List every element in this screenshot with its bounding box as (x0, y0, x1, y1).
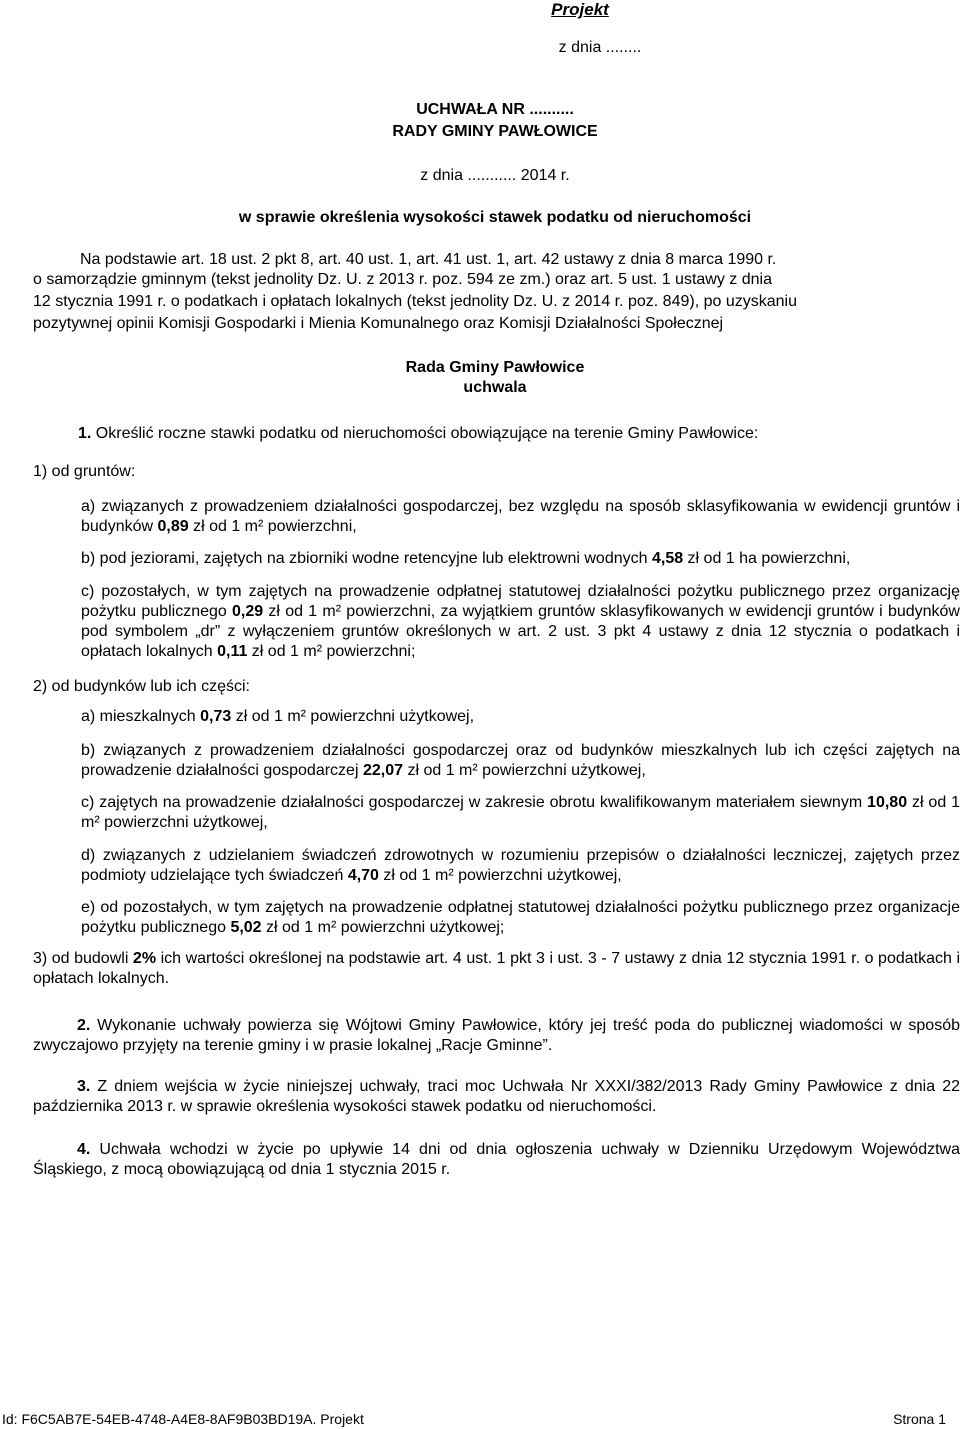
paragraph-number: 1. (78, 425, 92, 442)
paragraph-number: 4. (77, 1141, 91, 1158)
council-name-title: RADY GMINY PAWŁOWICE (392, 123, 598, 140)
item-text: ich wartości określonej na podstawie art. 4 ust. 1 pkt 3 i ust. 3 - 7 ustawy z dnia 12 stycznia 1991 r. o podatkach i opłatach lokalnych. (33, 950, 960, 987)
item-text: c) pozostałych, w tym zajętych na prowadzenie odpłatnej statutowej działalności pożytku publicznego przez organizację pożytku publicznego (81, 583, 960, 620)
preamble-line-3: 12 stycznia 1991 r. o podatkach i opłatach lokalnych (tekst jednolity Dz. U. z 2014 r. poz. 849), po uzyskaniu (33, 293, 797, 310)
paragraph-text: Określić roczne stawki podatku od nieruchomości obowiązujące na terenie Gminy Pawłowice: (91, 425, 759, 442)
council-heading: Rada Gminy Pawłowice (405, 359, 585, 376)
resolution-date: z dnia ........... 2014 r. (420, 167, 570, 184)
item-text: b) związanych z prowadzeniem działalności gospodarczej oraz od budynków mieszkalnych lub ich części zajętych na prowadzenie działalności gospodarczej (81, 742, 960, 779)
section-structures (33, 949, 960, 989)
projekt-label: Projekt (551, 0, 609, 19)
rate-value: 0,73 (200, 708, 232, 725)
rate-value: 0,89 (157, 518, 189, 535)
section-buildings: 2) od budynków lub ich części: (33, 678, 250, 695)
page-number: Strona 1 (893, 1411, 946, 1427)
paragraph-number: 2. (77, 1017, 91, 1034)
paragraph-text: Uchwała wchodzi w życie po upływie 14 dni od dnia ogłoszenia uchwały w Dzienniku Urzędowym Województwa Śląskiego, z mocą obowiązującą od dnia 1 stycznia 2015 r. (33, 1141, 960, 1178)
rate-value: 4,70 (347, 867, 379, 884)
document-id: Id: F6C5AB7E-54EB-4748-A4E8-8AF9B03BD19A. Projekt (2, 1411, 364, 1427)
building-item-d (81, 846, 960, 886)
rate-value: 10,80 (867, 794, 908, 811)
rate-value: 4,58 (651, 550, 684, 567)
item-text: zł od 1 ha powierzchni, (683, 550, 851, 567)
item-text: zł od 1 m² powierzchni, za wyjątkiem gruntów sklasyfikowanych w ewidencji gruntów i budynków pod symbolem „dr” z wyłączeniem gruntów określonych w art. 2 ust. 3 pkt 4 ustawy z dnia 12 stycznia o podatkach i opłatach lokalnych (81, 603, 960, 660)
date-line-top: z dnia ........ (558, 39, 642, 56)
land-item-c (81, 582, 960, 662)
item-text: d) związanych z udzielaniem świadczeń zdrowotnych w rozumieniu przepisów o działalności leczniczej, zajętych przez podmioty udzielające tych świadczeń (81, 847, 960, 884)
paragraph-number: 3. (77, 1078, 91, 1095)
paragraph-2 (33, 1016, 960, 1056)
building-item-b (81, 741, 960, 781)
rate-value: 5,02 (230, 919, 262, 936)
paragraph-4 (33, 1140, 960, 1180)
building-item-e (81, 898, 960, 938)
item-text: 3) od budowli (33, 950, 133, 967)
land-item-b (81, 549, 960, 569)
item-text: a) mieszkalnych (81, 708, 201, 725)
resolution-subject: w sprawie określenia wysokości stawek podatku od nieruchomości (238, 209, 752, 226)
item-text: zł od 1 m² powierzchni; (247, 643, 416, 660)
preamble-line-2: o samorządzie gminnym (tekst jednolity Dz. U. z 2013 r. poz. 594 ze zm.) oraz art. 5 ust. 1 ustawy z dnia (33, 271, 772, 288)
rate-value: 22,07 (362, 762, 403, 779)
land-item-a (81, 497, 960, 537)
paragraph-3 (33, 1077, 960, 1117)
item-text: a) związanych z prowadzeniem działalności gospodarczej, bez względu na sposób sklasyfikowania w ewidencji gruntów i budynków (81, 498, 960, 535)
paragraph-1-intro (78, 424, 960, 444)
building-item-c (81, 793, 960, 833)
section-land: 1) od gruntów: (33, 463, 136, 480)
item-text: zł od 1 m² powierzchni użytkowej, (403, 762, 646, 779)
preamble-line-4: pozytywnej opinii Komisji Gospodarki i Mienia Komunalnego oraz Komisji Działalności Społecznej (33, 315, 724, 332)
rate-value: 2% (132, 950, 157, 967)
item-text: zł od 1 m² powierzchni użytkowej, (231, 708, 475, 725)
item-text: b) pod jeziorami, zajętych na zbiorniki wodne retencyjne lub elektrowni wodnych (81, 550, 652, 567)
rate-value: 0,11 (217, 643, 248, 660)
rate-value: 0,29 (232, 603, 264, 620)
resolution-number: UCHWAŁA NR .......... (416, 101, 574, 118)
item-text: zł od 1 m² powierzchni użytkowej, (81, 794, 960, 831)
preamble-line-1: Na podstawie art. 18 ust. 2 pkt 8, art. 40 ust. 1, art. 41 ust. 1, art. 42 ustawy z dnia 8 marca 1990 r. (80, 251, 777, 268)
item-text: zł od 1 m² powierzchni użytkowej, (378, 867, 622, 884)
item-text: e) od pozostałych, w tym zajętych na prowadzenie odpłatnej statutowej działalności pożytku publicznego przez organizacje pożytku publicznego (81, 899, 960, 936)
paragraph-text: Z dniem wejścia w życie niniejszej uchwały, traci moc Uchwała Nr XXXI/382/2013 Rady Gminy Pawłowice z dnia 22 października 2013 r. w sprawie określenia wysokości stawek podatku od nieruchomości. (33, 1078, 960, 1115)
item-text: zł od 1 m² powierzchni, (188, 518, 357, 535)
item-text: zł od 1 m² powierzchni użytkowej; (261, 919, 505, 936)
paragraph-text: Wykonanie uchwały powierza się Wójtowi Gminy Pawłowice, który jej treść poda do publicznej wiadomości w sposób zwyczajowo przyjęty na terenie gminy i w prasie lokalnej „Racje Gminne”. (33, 1017, 960, 1054)
building-item-a (81, 707, 960, 727)
item-text: c) zajętych na prowadzenie działalności gospodarczej w zakresie obrotu kwalifikowanym materiałem siewnym (81, 794, 868, 811)
council-verb: uchwala (463, 379, 527, 396)
